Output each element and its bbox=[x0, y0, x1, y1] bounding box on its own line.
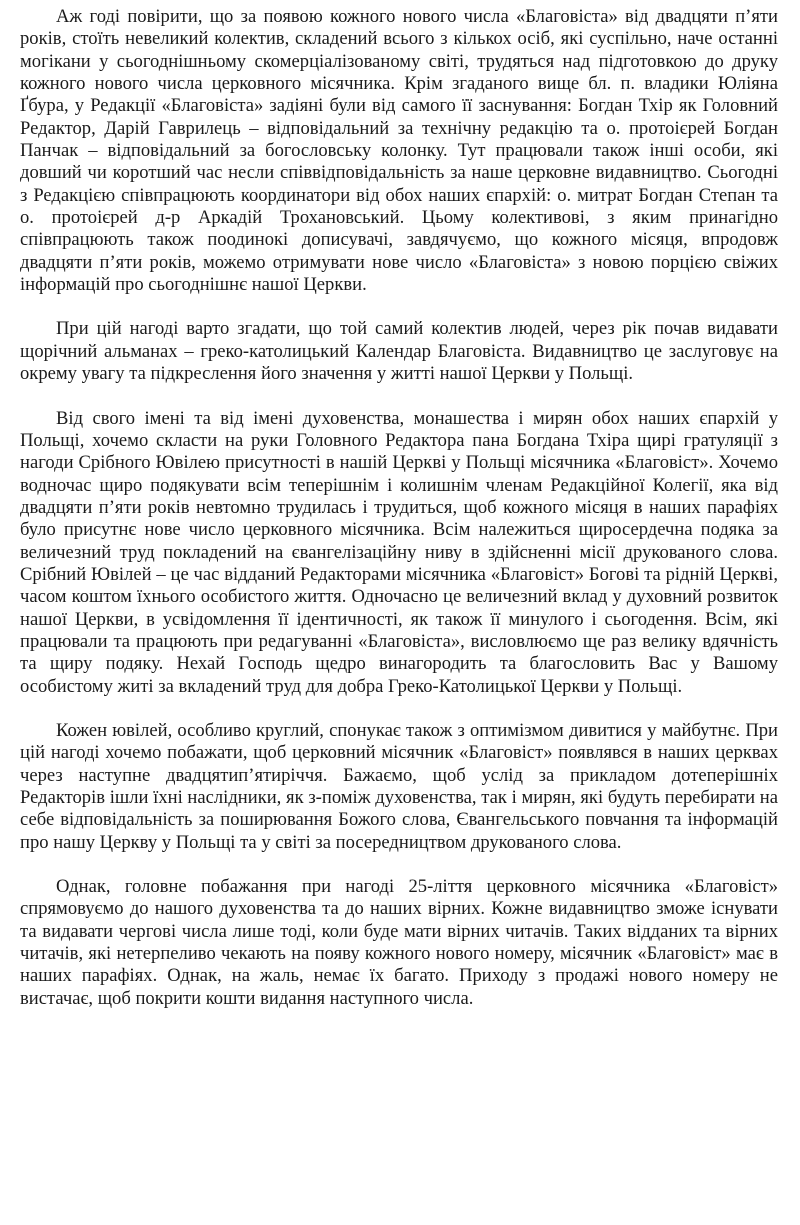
paragraph-gap bbox=[20, 296, 778, 318]
paragraph-3: Від свого імені та від імені духовенства, монашества і мирян обох наших єпархій у Польщі, хочемо скласти на руки Головного Редактора пана Богдана Тхіра щирі гратуляції з нагоди Срібного Ювілею присутності в нашій Церкві у Польщі місячника «Благовіст». Хочемо водночас щиро подякувати всім теперішнім і колишнім членам Редакційної Колегії, яка від двадцяти п’яти років невтомно трудилась і трудиться, щоб кожного місяця в наших парафіях було присутнє нове число церковного місячника. Всім належиться щиросердечна подяка за величезний труд покладений на євангелізаційну ниву в здійсненні місії друкованого слова. Срібний Ювілей – це час відданий Редакторами місячника «Благовіст» Богові та рідній Церкві, часом коштом їхнього особистого життя. Одночасно це величезний вклад у духовний розвиток нашої Церкви, в усвідомлення її ідентичності, як також її минулого і сьогодення. Всім, які працювали та працюють при редагуванні «Благовіста», висловлюємо ще раз велику вдячність та щиру подяку. Нехай Господь щедро винагородить та благословить Вас у Вашому особистому житі за вкладений труд для добра Греко-Католицької Церкви у Польщі. bbox=[20, 407, 778, 697]
paragraph-4: Кожен ювілей, особливо круглий, спонукає також з оптимізмом дивитися у майбутнє. При цій нагоді хочемо побажати, щоб церковний місячник «Благовіст» появлявся в наших церквах через наступне двадцятип’ятиріччя. Бажаємо, щоб услід за прикладом дотеперішніх Редакторів ішли їхні наслідники, як з-поміж духовенства, так і мирян, які будуть перебирати на себе відповідальність за поширювання Божого слова, Євангельського повчання та інформацій про нашу Церкву у Польщі та у світі за посередництвом друкованого слова. bbox=[20, 719, 778, 853]
paragraph-2: При цій нагоді варто згадати, що той самий колектив людей, через рік почав видавати щорічний альманах – греко-католицький Календар Благовіста. Видавництво це заслуговує на окрему увагу та підкреслення його значення у житті нашої Церкви у Польщі. bbox=[20, 318, 778, 385]
paragraph-1: Аж годі повірити, що за появою кожного нового числа «Благовіста» від двадцяти п’яти років, стоїть невеликий колектив, складений всього з кількох осіб, які суспільно, наче останні могікани у сьогоднішньому скомерціалізованому світі, трудяться над підготовкою до друку кожного нового числа церковного місячника. Крім згаданого вище бл. п. владики Юліяна Ґбура, у Редакції «Благовіста» задіяні були від самого її заснування: Богдан Тхір як Головний Редактор, Дарій Гаврилець – відповідальний за технічну редакцію та о. протоієрей Богдан Панчак – відповідальний за богословську колонку. Тут працювали також інші особи, які довший чи коротший час несли співвідповідальність за наше церковне видавництво. Сьогодні з Редакцією співпрацюють координатори від обох наших єпархій: о. митрат Богдан Степан та о. протоієрей д-р Аркадій Трохановський. Цьому колективові, з яким принагідно співпрацюють також поодинокі дописувачі, завдячуємо, що кожного місяця, впродовж двадцяти п’яти років, можемо отримувати нове число «Благовіста» з новою порцією свіжих інформацій про сьогоднішнє нашої Церкви. bbox=[20, 6, 778, 296]
paragraph-gap bbox=[20, 854, 778, 876]
paragraph-5: Однак, головне побажання при нагоді 25-ліття церковного місячника «Благовіст» спрямовуємо до нашого духовенства та до наших вірних. Кожне видавництво зможе існувати та видавати чергові числа лише тоді, коли буде мати вірних читачів. Таких відданих та вірних читачів, які нетерпеливо чекають на появу кожного нового номеру, місячник «Благовіст» має в наших парафіях. Однак, на жаль, немає їх багато. Приходу з продажі нового номеру не вистачає, щоб покрити кошти видання наступного числа. bbox=[20, 876, 778, 1009]
paragraph-gap bbox=[20, 386, 778, 408]
paragraph-gap bbox=[20, 698, 778, 720]
